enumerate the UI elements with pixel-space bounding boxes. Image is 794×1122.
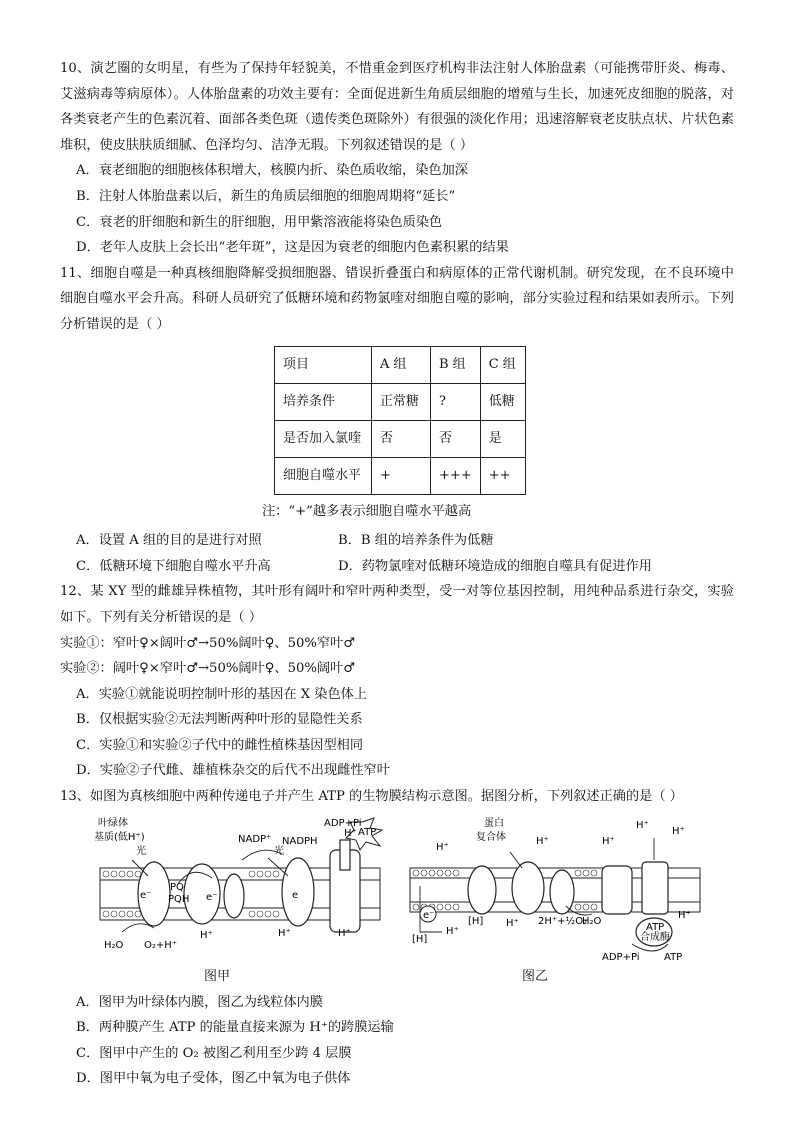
table-cell: 是 — [480, 420, 525, 457]
fig1-proton: H⁺ — [344, 827, 357, 839]
table-cell: +++ — [431, 457, 481, 494]
table-cell: 否 — [372, 420, 431, 457]
q12-experiment-2: 实验②：阔叶♀×窄叶♂→50%阔叶♀、50%阔叶♂ — [60, 661, 356, 677]
fig2-oxygen-reaction: 2H⁺+½O₂ — [538, 915, 588, 927]
fig2-proton: H⁺ — [506, 917, 519, 929]
q13-stem: 13、如图为真核细胞中两种传递电子并产生 ATP 的生物膜结构示意图。据图分析，下列叙述正确的是（ ） — [60, 789, 683, 805]
q11-options-row-1 — [76, 528, 734, 554]
figure-mitochondrial-membrane — [406, 814, 706, 990]
q11-table — [274, 346, 526, 495]
q11-option-b: B．B 组的培养条件为低糖 — [338, 533, 494, 549]
fig2-proton: H⁺ — [636, 819, 649, 831]
fig2-proton: H⁺ — [678, 909, 691, 921]
fig1-nadph: NADPH — [282, 835, 318, 847]
fig2-proton: H⁺ — [446, 925, 459, 937]
table-cell: 低糖 — [480, 383, 525, 420]
table-cell: 细胞自噬水平 — [275, 457, 372, 494]
table-cell: + — [372, 457, 431, 494]
q12-experiment-1: 实验①：窄叶♀×阔叶♂→50%阔叶♀、50%窄叶♂ — [60, 635, 356, 651]
fig2-caption: 图乙 — [522, 968, 549, 984]
table-cell: 项目 — [275, 346, 372, 383]
q10-option-a: A．衰老细胞的细胞核体积增大，核膜内折、染色质收缩，染色加深 — [76, 163, 468, 179]
fig1-proton: H⁺ — [278, 927, 291, 939]
q13-option-d: D．图甲中氧为电子受体，图乙中氧为电子供体 — [76, 1071, 351, 1087]
q11-options-row-2 — [76, 554, 734, 580]
fig2-proton: H⁺ — [436, 841, 449, 853]
fig2-proton: H⁺ — [536, 835, 549, 847]
q12-stem: 12、某 XY 型的雌雄异株植物，其叶形有阔叶和窄叶两种类型，受一对等位基因控制，用纯种品系进行杂交，实验如下。下列有关分析错误的是（ ） — [60, 584, 734, 625]
table-cell: 正常糖 — [372, 383, 431, 420]
table-cell: 否 — [431, 420, 481, 457]
q11-stem: 11、细胞自噬是一种真核细胞降解受损细胞器、错误折叠蛋白和病原体的正常代谢机制。研究发现，在不良环境中细胞自噬水平会升高。科研人员研究了低糖环境和药物氯喹对细胞自噬的影响，部分实验过程和结果如表所示。下列分析错误的是（ ） — [60, 265, 734, 332]
table-row — [275, 457, 526, 494]
q12-option-a: A．实验①就能说明控制叶形的基因在 X 染色体上 — [76, 686, 368, 702]
q12-option-d: D．实验②子代雌、雄植株杂交的后代不出现雌性窄叶 — [76, 763, 390, 779]
fig2-adp: ADP+Pi — [602, 951, 640, 963]
q10-option-b: B．注射人体胎盘素以后，新生的角质层细胞的细胞周期将“延长” — [76, 188, 456, 204]
fig1-proton: H⁺ — [338, 927, 351, 939]
fig1-atp: ATP — [358, 826, 377, 838]
table-cell: ? — [431, 383, 481, 420]
q13-option-c: C．图甲中产生的 O₂ 被图乙利用至少跨 4 层膜 — [76, 1045, 352, 1061]
table-row — [275, 420, 526, 457]
q13-option-a: A．图甲为叶绿体内膜，图乙为线粒体内膜 — [76, 994, 323, 1010]
fig1-nadp: NADP⁺ — [238, 833, 272, 845]
q12-option-c: C．实验①和实验②子代中的雌性植株基因型相同 — [76, 737, 364, 753]
q11-option-d: D．药物氯喹对低糖环境造成的细胞自噬具有促进作用 — [338, 558, 652, 574]
table-row — [275, 383, 526, 420]
figure-thylakoid — [92, 814, 392, 990]
fig2-atp-synthase-2: 合成酶 — [640, 931, 670, 943]
fig2-atp-synthase: ATP — [646, 921, 665, 933]
fig2-complex-label: 蛋白 — [484, 817, 504, 829]
fig1-water: H₂O — [104, 939, 124, 951]
fig1-stroma-label: 叶绿体 — [98, 817, 128, 829]
q11-table-note: 注：“+”越多表示细胞自噬水平越高 — [262, 503, 472, 519]
q10-option-d: D．老年人皮肤上会长出“老年斑”，这是因为衰老的细胞内色素积累的结果 — [76, 240, 509, 256]
table-cell: A 组 — [372, 346, 431, 383]
q11-option-c: C．低糖环境下细胞自噬水平升高 — [76, 558, 271, 574]
q11-option-a: A．设置 A 组的目的是进行对照 — [76, 533, 262, 549]
fig1-caption: 图甲 — [204, 968, 231, 984]
q10-stem: 10、演艺圈的女明星，有些为了保持年轻貌美，不惜重金到医疗机构非法注射人体胎盘素（可能携带肝炎、梅毒、艾滋病毒等病原体）。人体胎盘素的功效主要有：全面促进新生角质层细胞的增殖与生长，加速死皮细胞的脱落，对各类衰老产生的色素沉着、面部各类色斑（遗传类色斑除外）有很强的淡化作用；迅速溶解衰老皮肤点状、片状色素堆积，使皮肤肤质细腻、色泽均匀、洁净无瑕。下列叙述错误的是（ ） — [60, 61, 734, 153]
fig1-electron: e⁻ — [140, 889, 152, 901]
fig1-light-label: 光 — [136, 845, 146, 857]
fig1-oxygen: O₂+H⁺ — [144, 939, 178, 951]
q13-option-b: B．两种膜产生 ATP 的能量直接来源为 H⁺的跨膜运输 — [76, 1020, 394, 1036]
mitochondrial-membrane-diagram — [406, 814, 706, 964]
table-row — [275, 346, 526, 383]
fig1-pq: PQ — [170, 881, 184, 893]
fig1-light-label-2: 光 — [274, 845, 284, 857]
q10-option-c: C．衰老的肝细胞和新生的肝细胞，用甲紫溶液能将染色质染色 — [76, 214, 443, 230]
fig2-proton: H⁺ — [672, 825, 685, 837]
fig2-electron: e⁻ — [423, 909, 435, 921]
fig2-water: H₂O — [582, 915, 602, 927]
q12-option-b: B．仅根据实验②无法判断两种叶形的显隐性关系 — [76, 712, 363, 728]
fig2-nadh: [H] — [468, 915, 484, 927]
fig2-proton: H⁺ — [602, 835, 615, 847]
fig2-complex-label-2: 复合体 — [476, 831, 506, 843]
table-cell: 是否加入氯喹 — [275, 420, 372, 457]
fig1-proton: H⁺ — [200, 929, 213, 941]
fig1-electron-3: e — [292, 889, 299, 901]
q13-figures — [92, 814, 734, 990]
table-cell: ++ — [480, 457, 525, 494]
fig2-atp: ATP — [664, 951, 683, 963]
fig1-adp: ADP+Pi — [324, 817, 362, 829]
fig1-electron-2: e⁻ — [206, 891, 218, 903]
table-cell: 培养条件 — [275, 383, 372, 420]
fig1-pqh: PQH — [168, 893, 190, 905]
fig2-nadh: [H] — [412, 933, 428, 945]
table-cell: B 组 — [431, 346, 481, 383]
fig1-stroma-label-2: 基质(低H⁺) — [94, 831, 145, 843]
thylakoid-membrane-diagram — [92, 814, 392, 964]
table-cell: C 组 — [480, 346, 525, 383]
